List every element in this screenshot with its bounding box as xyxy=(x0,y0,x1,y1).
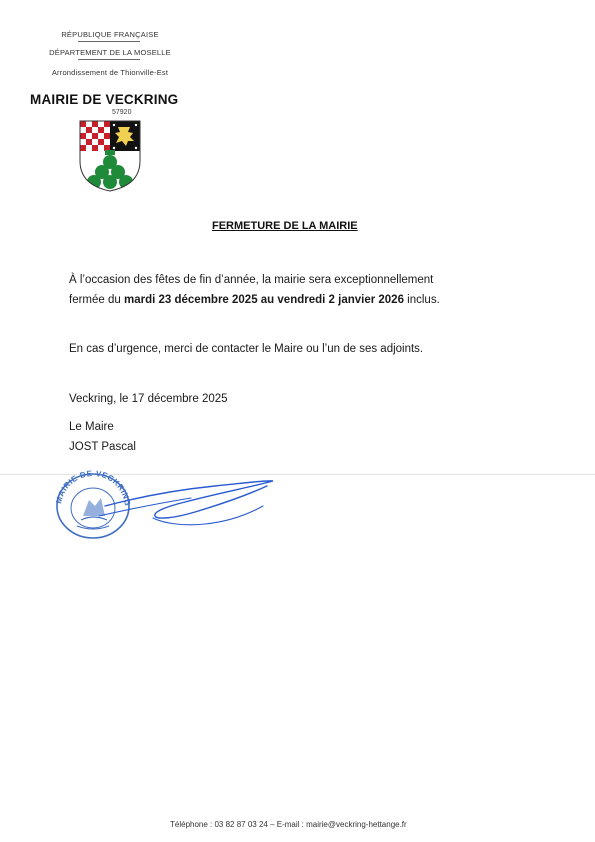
announcement-line-1: À l’occasion des fêtes de fin d’année, la mairie sera exceptionnellement xyxy=(69,274,434,286)
document-title: FERMETURE DE LA MAIRIE xyxy=(212,220,358,232)
department-label: DÉPARTEMENT DE LA MOSELLE xyxy=(49,48,171,57)
stamp-text: MAIRIE DE VECKRING xyxy=(54,470,133,507)
emergency-paragraph: En cas d’urgence, merci de contacter le Maire ou l’un de ses adjoints. xyxy=(69,343,424,355)
header-divider xyxy=(78,41,140,42)
header-divider xyxy=(78,59,140,60)
closure-prefix: fermée du xyxy=(69,294,124,306)
handwritten-signature xyxy=(95,472,280,534)
coat-of-arms-icon xyxy=(78,119,142,193)
closure-suffix: inclus. xyxy=(403,294,440,306)
announcement-line-2 xyxy=(69,290,529,310)
republic-label: RÉPUBLIQUE FRANÇAISE xyxy=(61,30,159,39)
arrondissement-label: Arrondissement de Thionville-Est xyxy=(51,68,169,77)
footer-contact: Téléphone : 03 82 87 03 24 – E-mail : mairie@veckring-hettange.fr xyxy=(170,820,407,829)
signatory-name: JOST Pascal xyxy=(69,441,136,453)
closure-dates: mardi 23 décembre 2025 au vendredi 2 janvier 2026 xyxy=(123,294,404,306)
signatory-role: Le Maire xyxy=(69,421,114,433)
postcode: 57920 xyxy=(112,109,132,116)
place-date: Veckring, le 17 décembre 2025 xyxy=(69,393,228,405)
announcement-paragraph xyxy=(69,270,529,310)
mairie-name: MAIRIE DE VECKRING xyxy=(30,92,179,107)
